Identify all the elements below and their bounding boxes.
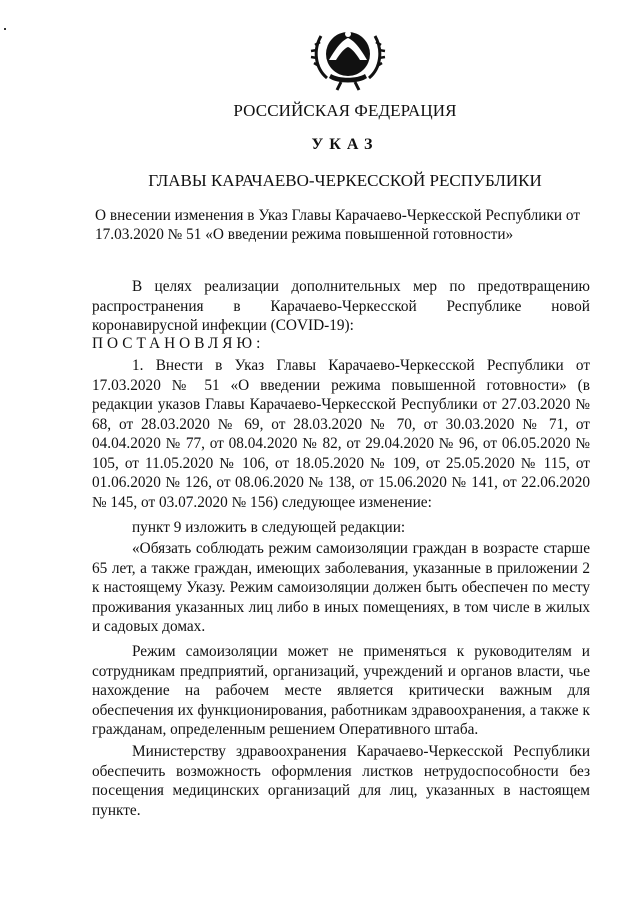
document-type-heading: УКАЗ [311,136,379,153]
subject-line: О внесении изменения в Указ Главы Карачаево-Черкесской Республики от [95,207,581,224]
decree-subject [95,206,595,244]
item-1-paragraph: 1. Внести в Указ Главы Карачаево-Черкесской Республики от 17.03.2020 № 51 «О введении режима повышенной готовности» (в редакции указов Главы Карачаево-Черкесской Республики от 27.03.2020 № 68, от 28.03.2020 № 69, от 28.03.2020 № 70, от 30.03.2020 № 71, от 04.04.2020 № 77, от 08.04.2020 № 82, от 29.04.2020 № 96, от 06.05.2020 № 105, от 11.05.2020 № 106, от 18.05.2020 № 109, от 25.05.2020 № 115, от 01.06.2020 № 126, от 08.06.2020 № 138, от 15.06.2020 № 141, от 22.06.2020 № 145, от 03.07.2020 № 156) следующее изменение: [92,357,590,511]
quoted-paragraph-2: Режим самоизоляции может не применяться к руководителям и сотрудникам предприятий, организаций, учреждений и органов власти, чье нахождение на рабочем месте является критически важным для обеспечения их функционирования, работникам здравоохранения, а также к гражданам, определенным решением Оперативного штаба. [92,643,590,738]
issuer-heading: ГЛАВЫ КАРАЧАЕВО-ЧЕРКЕССКОЙ РЕСПУБЛИКИ [148,171,542,190]
decree-word: ПОСТАНОВЛЯЮ: [92,335,265,352]
item-9-intro: пункт 9 изложить в следующей редакции: [132,519,406,536]
quoted-paragraph-3: Министерству здравоохранения Карачаево-Черкесской Республики обеспечить возможность оформления листков нетрудоспособности без посещения медицинских организаций для лиц, указанных в настоящем пункте. [92,743,590,819]
subject-line: 17.03.2020 № 51 «О введении режима повышенной готовности» [95,226,514,243]
preamble-paragraph: В целях реализации дополнительных мер по предотвращению распространения в Карачаево-Черкесской Республике новой коронавирусной инфекции (COVID-19): [92,278,590,334]
scan-artifact [4,28,6,30]
coat-of-arms-icon [307,16,389,98]
country-heading: РОССИЙСКАЯ ФЕДЕРАЦИЯ [233,101,457,120]
quoted-paragraph-1: «Обязать соблюдать режим самоизоляции граждан в возрасте старше 65 лет, а также граждан, имеющих заболевания, указанные в приложении 2 к настоящему Указу. Режим самоизоляции должен быть обеспечен по месту проживания указанных лиц либо в иных помещениях, в том числе в жилых и садовых домах. [92,540,590,635]
